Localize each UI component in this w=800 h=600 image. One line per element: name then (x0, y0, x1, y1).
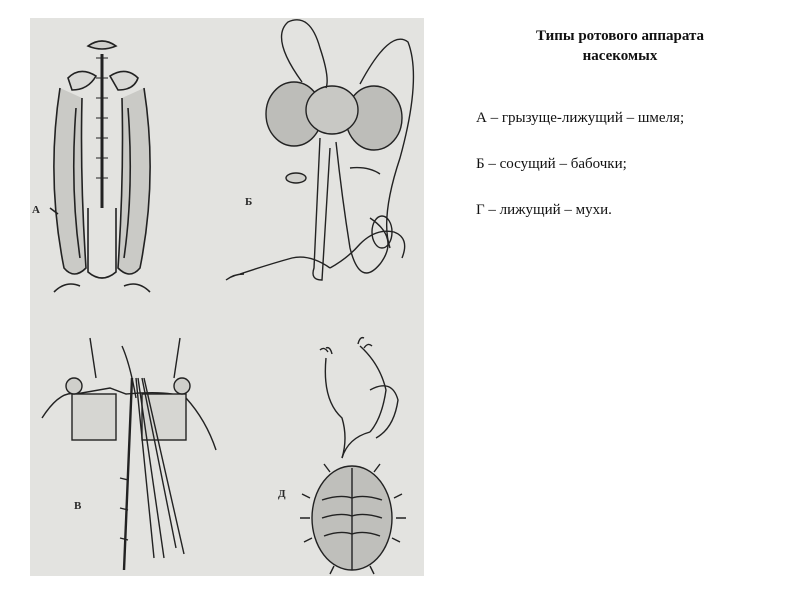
list-item: Б – сосущий – бабочки; (476, 156, 627, 172)
mouthparts-illustration (30, 18, 424, 576)
figure-label-b: Б (245, 196, 253, 208)
slide-title (490, 26, 750, 66)
title-line-2: насекомых (582, 48, 658, 64)
title-line-1: Типы ротового аппарата (535, 28, 705, 44)
figure-label-a: А (32, 204, 40, 216)
list-item: Г – лижущий – мухи. (476, 202, 612, 218)
figure-label-d: Д (278, 488, 286, 500)
list-item: А – грызуще-лижущий – шмеля; (476, 110, 685, 126)
mouthpart-types-list (476, 108, 786, 246)
mouthparts-drawing (30, 18, 424, 576)
figure-label-v: В (74, 500, 82, 512)
